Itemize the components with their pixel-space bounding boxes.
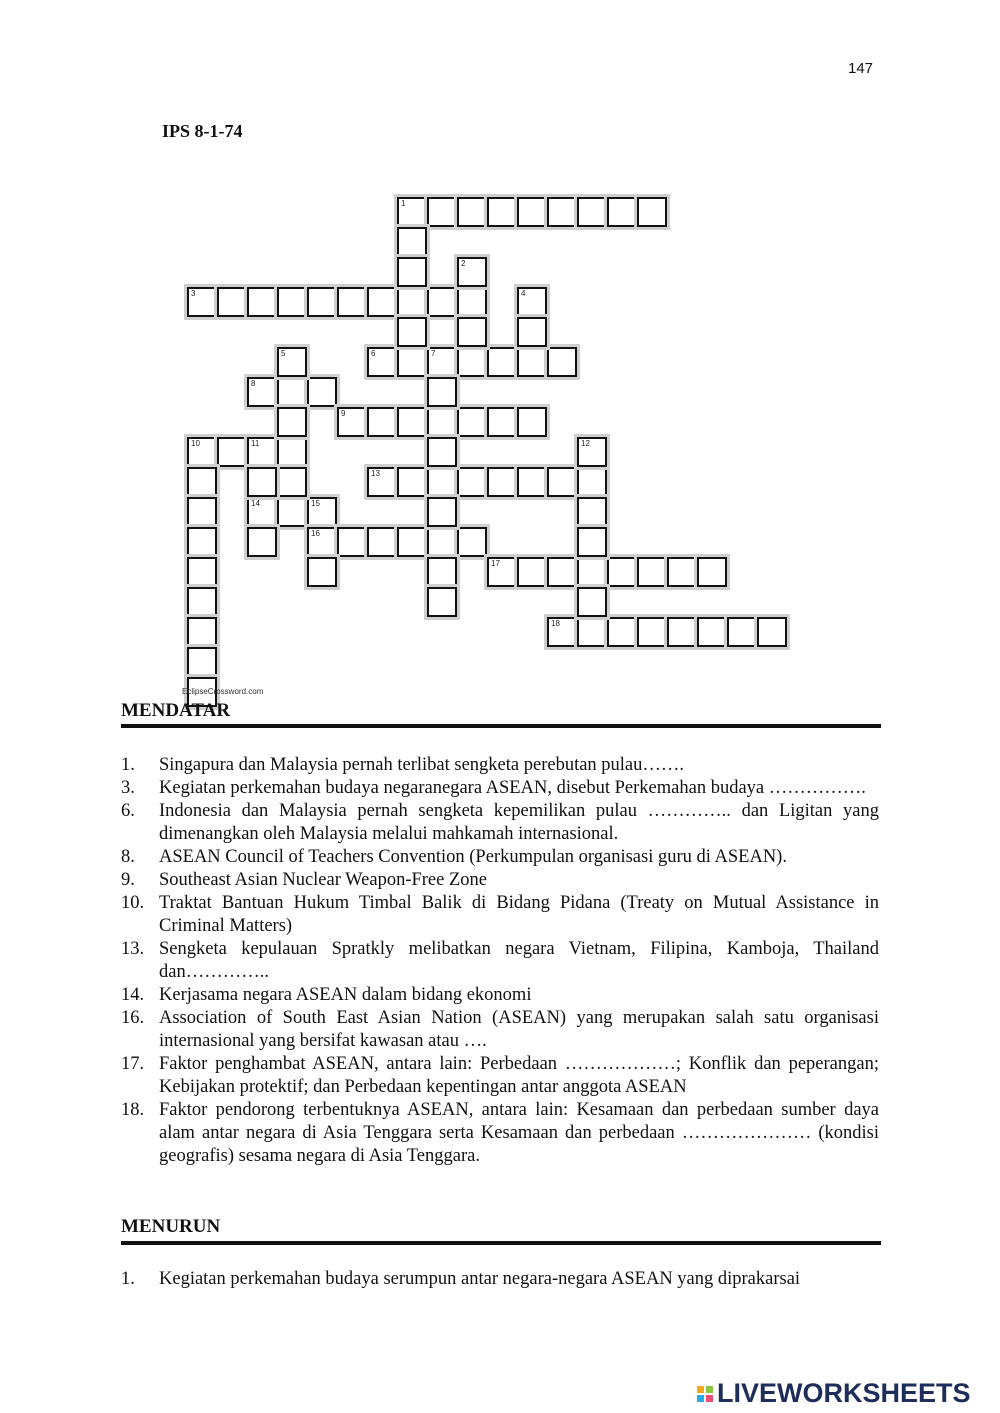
clue-text: Singapura dan Malaysia pernah terlibat sengketa perebutan pulau……. bbox=[159, 755, 685, 775]
crossword-cell[interactable] bbox=[427, 587, 457, 617]
crossword-cell[interactable] bbox=[397, 317, 427, 347]
crossword-cell[interactable] bbox=[397, 227, 427, 257]
crossword-cell[interactable] bbox=[517, 287, 547, 317]
crossword-cell[interactable] bbox=[487, 347, 517, 377]
crossword-cell[interactable] bbox=[577, 527, 607, 557]
crossword-cell[interactable] bbox=[577, 197, 607, 227]
crossword-cell[interactable] bbox=[457, 197, 487, 227]
clue-number: 18. bbox=[121, 1100, 145, 1120]
crossword-cell[interactable] bbox=[427, 197, 457, 227]
crossword-cell[interactable] bbox=[247, 497, 277, 527]
crossword-cell[interactable] bbox=[487, 467, 517, 497]
crossword-cell[interactable] bbox=[187, 497, 217, 527]
cell-number: 11 bbox=[251, 439, 260, 448]
crossword-cell[interactable] bbox=[637, 617, 667, 647]
crossword-cell[interactable] bbox=[487, 557, 517, 587]
crossword-cell[interactable] bbox=[247, 377, 277, 407]
cell-number: 1 bbox=[401, 199, 406, 208]
clue-text: Sengketa kepulauan Spratkly melibatkan negara Vietnam, Filipina, Kamboja, Thailand dan………….. bbox=[159, 939, 879, 982]
crossword-cell[interactable] bbox=[277, 287, 307, 317]
crossword-cell[interactable] bbox=[397, 407, 427, 437]
across-heading: MENDATAR bbox=[121, 700, 231, 721]
clue-number: 1. bbox=[121, 755, 135, 775]
clue-number: 14. bbox=[121, 985, 145, 1005]
crossword-cell[interactable] bbox=[487, 407, 517, 437]
crossword-cell[interactable] bbox=[577, 437, 607, 467]
crossword-cell[interactable] bbox=[577, 467, 607, 497]
crossword-cell[interactable] bbox=[217, 287, 247, 317]
crossword-cell[interactable] bbox=[607, 557, 637, 587]
clue-number: 10. bbox=[121, 893, 145, 913]
crossword-cell[interactable] bbox=[427, 527, 457, 557]
crossword-cell[interactable] bbox=[697, 617, 727, 647]
cell-number: 17 bbox=[491, 559, 500, 568]
clue-across-18 bbox=[121, 1099, 879, 1168]
crossword-cell[interactable] bbox=[367, 407, 397, 437]
crossword-cell[interactable] bbox=[457, 407, 487, 437]
crossword-cell[interactable] bbox=[517, 317, 547, 347]
crossword-cell[interactable] bbox=[187, 587, 217, 617]
crossword-cell[interactable] bbox=[307, 527, 337, 557]
crossword-cell[interactable] bbox=[547, 197, 577, 227]
crossword-cell[interactable] bbox=[517, 467, 547, 497]
cell-number: 8 bbox=[251, 379, 256, 388]
crossword-grid bbox=[0, 0, 1000, 700]
clue-across-6 bbox=[121, 800, 879, 846]
down-heading: MENURUN bbox=[121, 1216, 221, 1237]
crossword-cell[interactable] bbox=[427, 557, 457, 587]
crossword-cell[interactable] bbox=[247, 527, 277, 557]
liveworksheets-logo-icon bbox=[697, 1386, 713, 1402]
crossword-cell[interactable] bbox=[427, 287, 457, 317]
crossword-cell[interactable] bbox=[667, 557, 697, 587]
crossword-cell[interactable] bbox=[427, 437, 457, 467]
cell-number: 10 bbox=[191, 439, 200, 448]
crossword-cell[interactable] bbox=[397, 467, 427, 497]
crossword-cell[interactable] bbox=[367, 527, 397, 557]
crossword-cell[interactable] bbox=[517, 557, 547, 587]
clue-number: 9. bbox=[121, 870, 135, 890]
crossword-cell[interactable] bbox=[637, 197, 667, 227]
crossword-cell[interactable] bbox=[277, 347, 307, 377]
crossword-cell[interactable] bbox=[517, 347, 547, 377]
crossword-cell[interactable] bbox=[397, 287, 427, 317]
crossword-cell[interactable] bbox=[187, 647, 217, 677]
crossword-cell[interactable] bbox=[277, 497, 307, 527]
crossword-cell[interactable] bbox=[247, 437, 277, 467]
crossword-cell[interactable] bbox=[187, 557, 217, 587]
cell-number: 13 bbox=[371, 469, 380, 478]
crossword-cell[interactable] bbox=[427, 497, 457, 527]
crossword-cell[interactable] bbox=[397, 257, 427, 287]
crossword-cell[interactable] bbox=[247, 287, 277, 317]
clue-text: Kegiatan perkemahan budaya negaranegara ASEAN, disebut Perkemahan budaya ……………. bbox=[159, 778, 866, 798]
cell-number: 3 bbox=[191, 289, 196, 298]
crossword-cell[interactable] bbox=[577, 617, 607, 647]
crossword-cell[interactable] bbox=[577, 587, 607, 617]
cell-number: 12 bbox=[581, 439, 590, 448]
clue-number: 13. bbox=[121, 939, 145, 959]
crossword-cell[interactable] bbox=[187, 527, 217, 557]
crossword-cell[interactable] bbox=[757, 617, 787, 647]
crossword-cell[interactable] bbox=[547, 557, 577, 587]
cell-number: 14 bbox=[251, 499, 260, 508]
crossword-cell[interactable] bbox=[487, 197, 517, 227]
crossword-cell[interactable] bbox=[427, 347, 457, 377]
crossword-cell[interactable] bbox=[187, 467, 217, 497]
clue-number: 1. bbox=[121, 1269, 135, 1289]
clue-text: Southeast Asian Nuclear Weapon-Free Zone bbox=[159, 870, 487, 890]
crossword-cell[interactable] bbox=[547, 467, 577, 497]
clue-number: 6. bbox=[121, 801, 135, 821]
crossword-cell[interactable] bbox=[577, 497, 607, 527]
crossword-cell[interactable] bbox=[337, 407, 367, 437]
cell-number: 15 bbox=[311, 499, 320, 508]
crossword-cell[interactable] bbox=[457, 467, 487, 497]
crossword-cell[interactable] bbox=[187, 437, 217, 467]
crossword-cell[interactable] bbox=[457, 317, 487, 347]
crossword-cell[interactable] bbox=[727, 617, 757, 647]
cell-number: 7 bbox=[431, 349, 436, 358]
crossword-cell[interactable] bbox=[547, 347, 577, 377]
crossword-cell[interactable] bbox=[427, 407, 457, 437]
crossword-cell[interactable] bbox=[307, 497, 337, 527]
cell-number: 16 bbox=[311, 529, 320, 538]
cell-number: 4 bbox=[521, 289, 526, 298]
crossword-cell[interactable] bbox=[307, 557, 337, 587]
crossword-cell[interactable] bbox=[457, 527, 487, 557]
brand-name: LIVEWORKSHEETS bbox=[717, 1378, 971, 1408]
crossword-cell[interactable] bbox=[607, 617, 637, 647]
document-code: IPS 8-1-74 bbox=[162, 121, 243, 141]
down-divider bbox=[121, 1241, 881, 1245]
liveworksheets-brand[interactable] bbox=[697, 1378, 971, 1409]
cell-number: 6 bbox=[371, 349, 376, 358]
across-divider bbox=[121, 724, 881, 728]
clue-number: 3. bbox=[121, 778, 135, 798]
crossword-cell[interactable] bbox=[427, 467, 457, 497]
crossword-cell[interactable] bbox=[277, 377, 307, 407]
clue-across-3 bbox=[121, 777, 879, 800]
clue-number: 16. bbox=[121, 1008, 145, 1028]
crossword-cell[interactable] bbox=[367, 287, 397, 317]
clue-down-1 bbox=[121, 1268, 879, 1291]
cell-number: 18 bbox=[551, 619, 560, 628]
clue-text: Kerjasama negara ASEAN dalam bidang ekonomi bbox=[159, 985, 532, 1005]
crossword-cell[interactable] bbox=[187, 287, 217, 317]
cell-number: 9 bbox=[341, 409, 346, 418]
crossword-cell[interactable] bbox=[607, 197, 637, 227]
crossword-cell[interactable] bbox=[577, 557, 607, 587]
crossword-cell[interactable] bbox=[667, 617, 697, 647]
cell-number: 2 bbox=[461, 259, 466, 268]
crossword-cell[interactable] bbox=[397, 347, 427, 377]
crossword-cell[interactable] bbox=[397, 527, 427, 557]
crossword-cell[interactable] bbox=[367, 467, 397, 497]
crossword-cell[interactable] bbox=[427, 377, 457, 407]
clue-across-14 bbox=[121, 984, 879, 1007]
crossword-cell[interactable] bbox=[337, 527, 367, 557]
clue-text: Traktat Bantuan Hukum Timbal Balik di Bidang Pidana (Treaty on Mutual Assistance in Criminal Matters) bbox=[159, 893, 879, 936]
crossword-cell[interactable] bbox=[277, 407, 307, 437]
clue-across-13 bbox=[121, 938, 879, 984]
clue-across-1 bbox=[121, 754, 879, 777]
crossword-cell[interactable] bbox=[457, 287, 487, 317]
clue-across-16 bbox=[121, 1007, 879, 1053]
crossword-cell[interactable] bbox=[457, 347, 487, 377]
crossword-cell[interactable] bbox=[187, 617, 217, 647]
crossword-cell[interactable] bbox=[547, 617, 577, 647]
crossword-cell[interactable] bbox=[277, 437, 307, 467]
clue-text: Indonesia dan Malaysia pernah sengketa kepemilikan pulau ………….. dan Ligitan yang dimenangkan oleh Malaysia melalui mahkamah internasional. bbox=[159, 801, 879, 844]
across-clue-list bbox=[121, 754, 879, 1168]
crossword-cell[interactable] bbox=[367, 347, 397, 377]
crossword-cell[interactable] bbox=[457, 257, 487, 287]
crossword-credit: EclipseCrossword.com bbox=[182, 687, 264, 696]
crossword-cell[interactable] bbox=[337, 287, 367, 317]
clue-across-17 bbox=[121, 1053, 879, 1099]
down-clue-list bbox=[121, 1268, 879, 1291]
crossword-cell[interactable] bbox=[637, 557, 667, 587]
crossword-cell[interactable] bbox=[307, 287, 337, 317]
crossword-cell[interactable] bbox=[397, 197, 427, 227]
clue-across-10 bbox=[121, 892, 879, 938]
crossword-cell[interactable] bbox=[247, 467, 277, 497]
clue-text: Faktor pendorong terbentuknya ASEAN, antara lain: Kesamaan dan perbedaan sumber daya alam antar negara di Asia Tenggara serta Kesamaan dan perbedaan ………………… (kondisi geografis) sesama negara di Asia Tenggara. bbox=[159, 1100, 879, 1166]
clue-across-8 bbox=[121, 846, 879, 869]
crossword-cell[interactable] bbox=[277, 467, 307, 497]
clue-text: Faktor penghambat ASEAN, antara lain: Perbedaan ………………; Konflik dan peperangan; Kebijakan protektif; dan Perbedaan kepentingan antar anggota ASEAN bbox=[159, 1054, 879, 1097]
clue-text: Association of South East Asian Nation (ASEAN) yang merupakan salah satu organisasi internasional yang bersifat kawasan atau …. bbox=[159, 1008, 879, 1051]
crossword-cell[interactable] bbox=[697, 557, 727, 587]
cell-number: 5 bbox=[281, 349, 286, 358]
clue-across-9 bbox=[121, 869, 879, 892]
page-number: 147 bbox=[848, 60, 874, 77]
crossword-cell[interactable] bbox=[517, 407, 547, 437]
crossword-cell[interactable] bbox=[307, 377, 337, 407]
crossword-cell[interactable] bbox=[517, 197, 547, 227]
clue-number: 8. bbox=[121, 847, 135, 867]
clue-text: ASEAN Council of Teachers Convention (Perkumpulan organisasi guru di ASEAN). bbox=[159, 847, 787, 867]
clue-text: Kegiatan perkemahan budaya serumpun antar negara-negara ASEAN yang diprakarsai bbox=[159, 1269, 801, 1289]
crossword-cell[interactable] bbox=[217, 437, 247, 467]
clue-number: 17. bbox=[121, 1054, 145, 1074]
